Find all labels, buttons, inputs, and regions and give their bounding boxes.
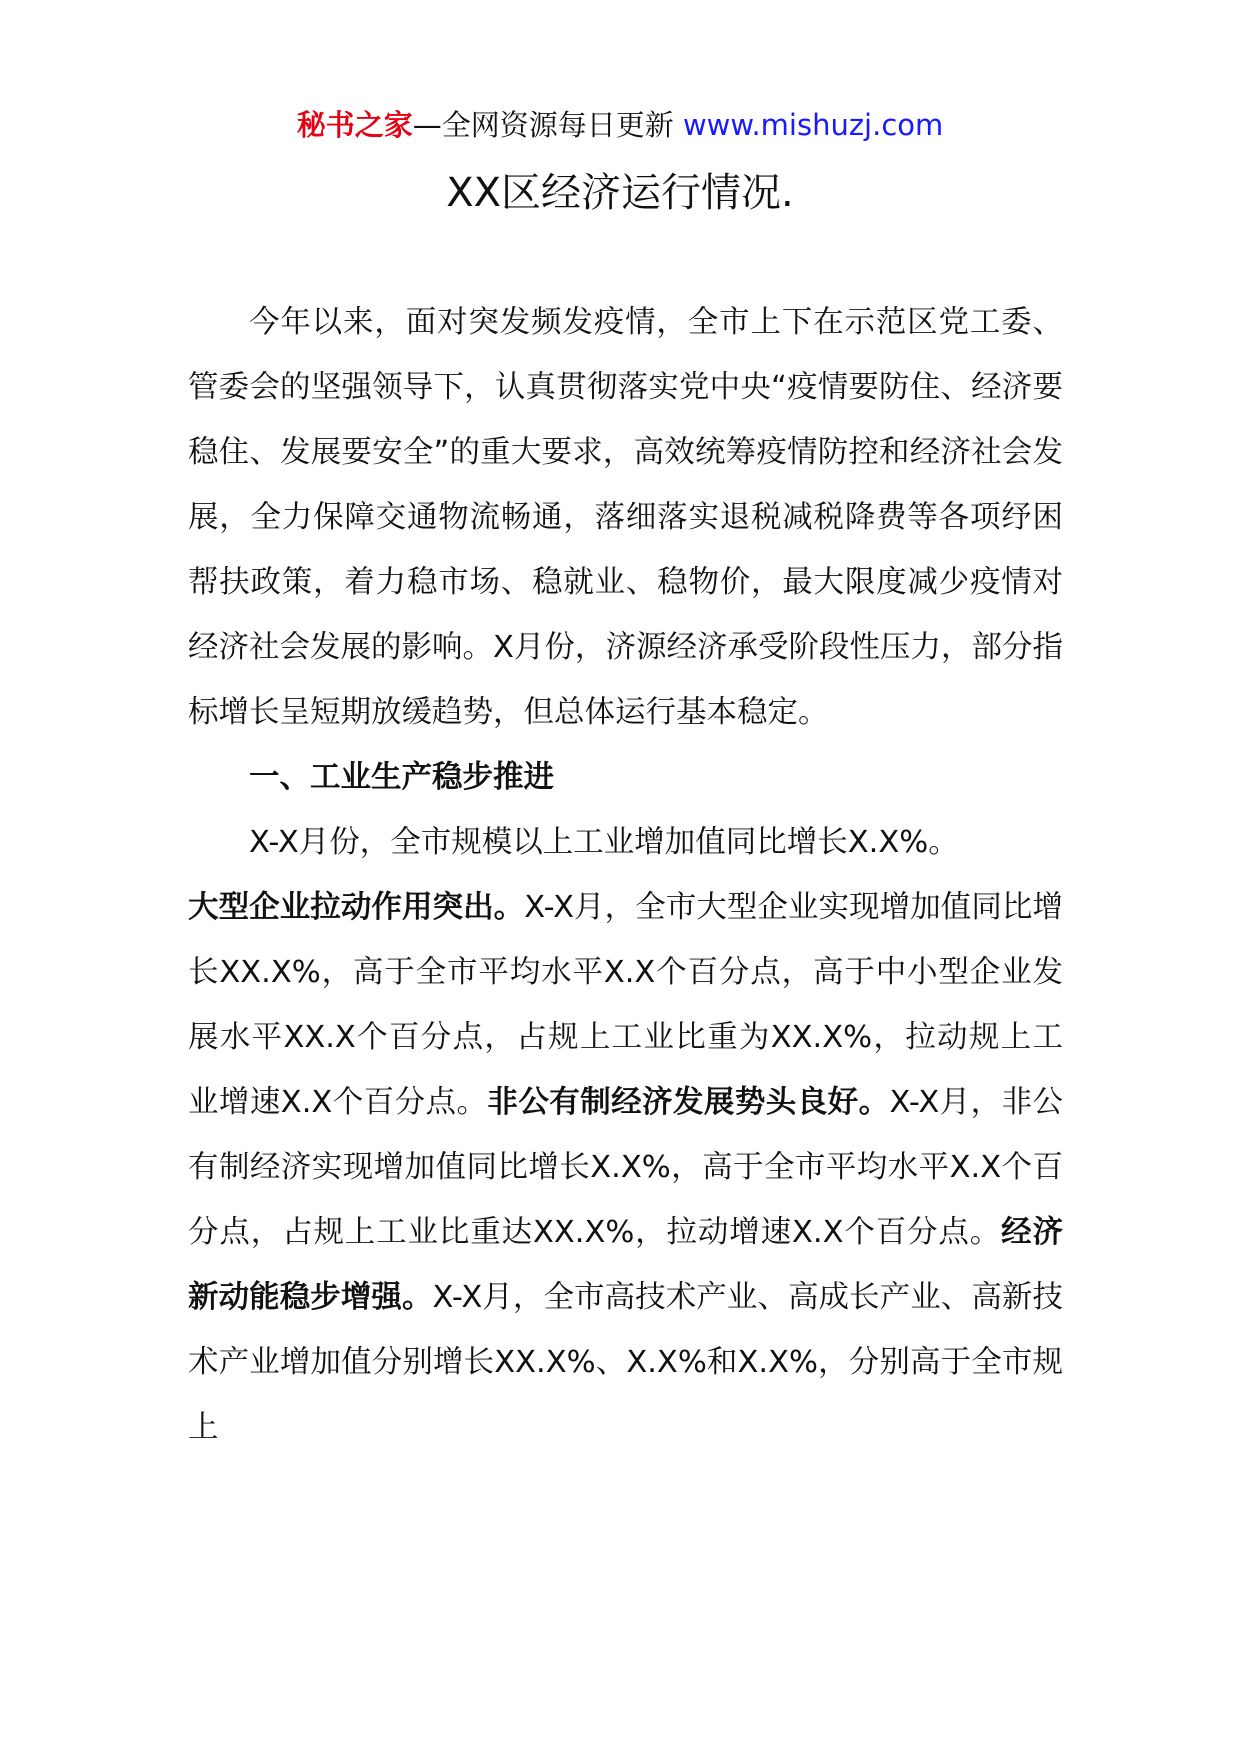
document-title: XX区经济运行情况. — [446, 170, 794, 216]
site-url-link[interactable]: www.mishuzj.com — [682, 108, 944, 142]
section-heading: 一、工业生产稳步推进 — [249, 760, 554, 795]
intro-paragraph: 今年以来，面对突发频发疫情，全市上下在示范区党工委、管委会的坚强领导下，认真贯彻落实党中央“疫情要防住、经济要稳住、发展要安全”的重大要求，高效统筹疫情防控和经济社会发展，全力保障交通物流畅通，落细落实退税减税降费等各项纾困帮扶政策，着力稳市场、稳就业、稳物价，最大限度减少疫情对经济社会发展的影响。X月份，济源经济承受阶段性压力，部分指标增长呈短期放缓趋势，但总体运行基本稳定。 — [188, 305, 1063, 730]
new-momentum-text: X-X月，全市高技术产业、高成长产业、高新技术产业增加值分别增长XX.X%、X.X%和X.X%，分别高于全市规上 — [188, 1280, 1063, 1445]
non-public-economy-text: X-X月，非公有制经济实现增加值同比增长X.X%，高于全市平均水平X.X个百分点，占规上工业比重达XX.X%，拉动增速X.X个百分点。 — [188, 1085, 1064, 1250]
site-header — [0, 100, 1240, 150]
header-slogan: —全网资源每日更新 — [412, 108, 674, 142]
document-body — [188, 290, 1063, 1460]
section-paragraph-2 — [188, 875, 1063, 1460]
highlight-large-enterprises: 大型企业拉动作用突出。 — [188, 890, 525, 925]
highlight-non-public-economy: 非公有制经济发展势头良好。 — [487, 1085, 890, 1120]
brand-name: 秘书之家 — [296, 108, 413, 142]
highlight-new-momentum: 经济新动能稳步增强。 — [188, 1215, 1064, 1315]
large-enterprises-text: X-X月，全市大型企业实现增加值同比增长XX.X%，高于全市平均水平X.X个百分点，高于中小型企业发展水平XX.X个百分点，占规上工业比重为XX.X%，拉动规上工业增速X.X个百分点。 — [188, 890, 1064, 1120]
section-paragraph-1: X-X月份，全市规模以上工业增加值同比增长X.X%。 — [249, 825, 959, 860]
